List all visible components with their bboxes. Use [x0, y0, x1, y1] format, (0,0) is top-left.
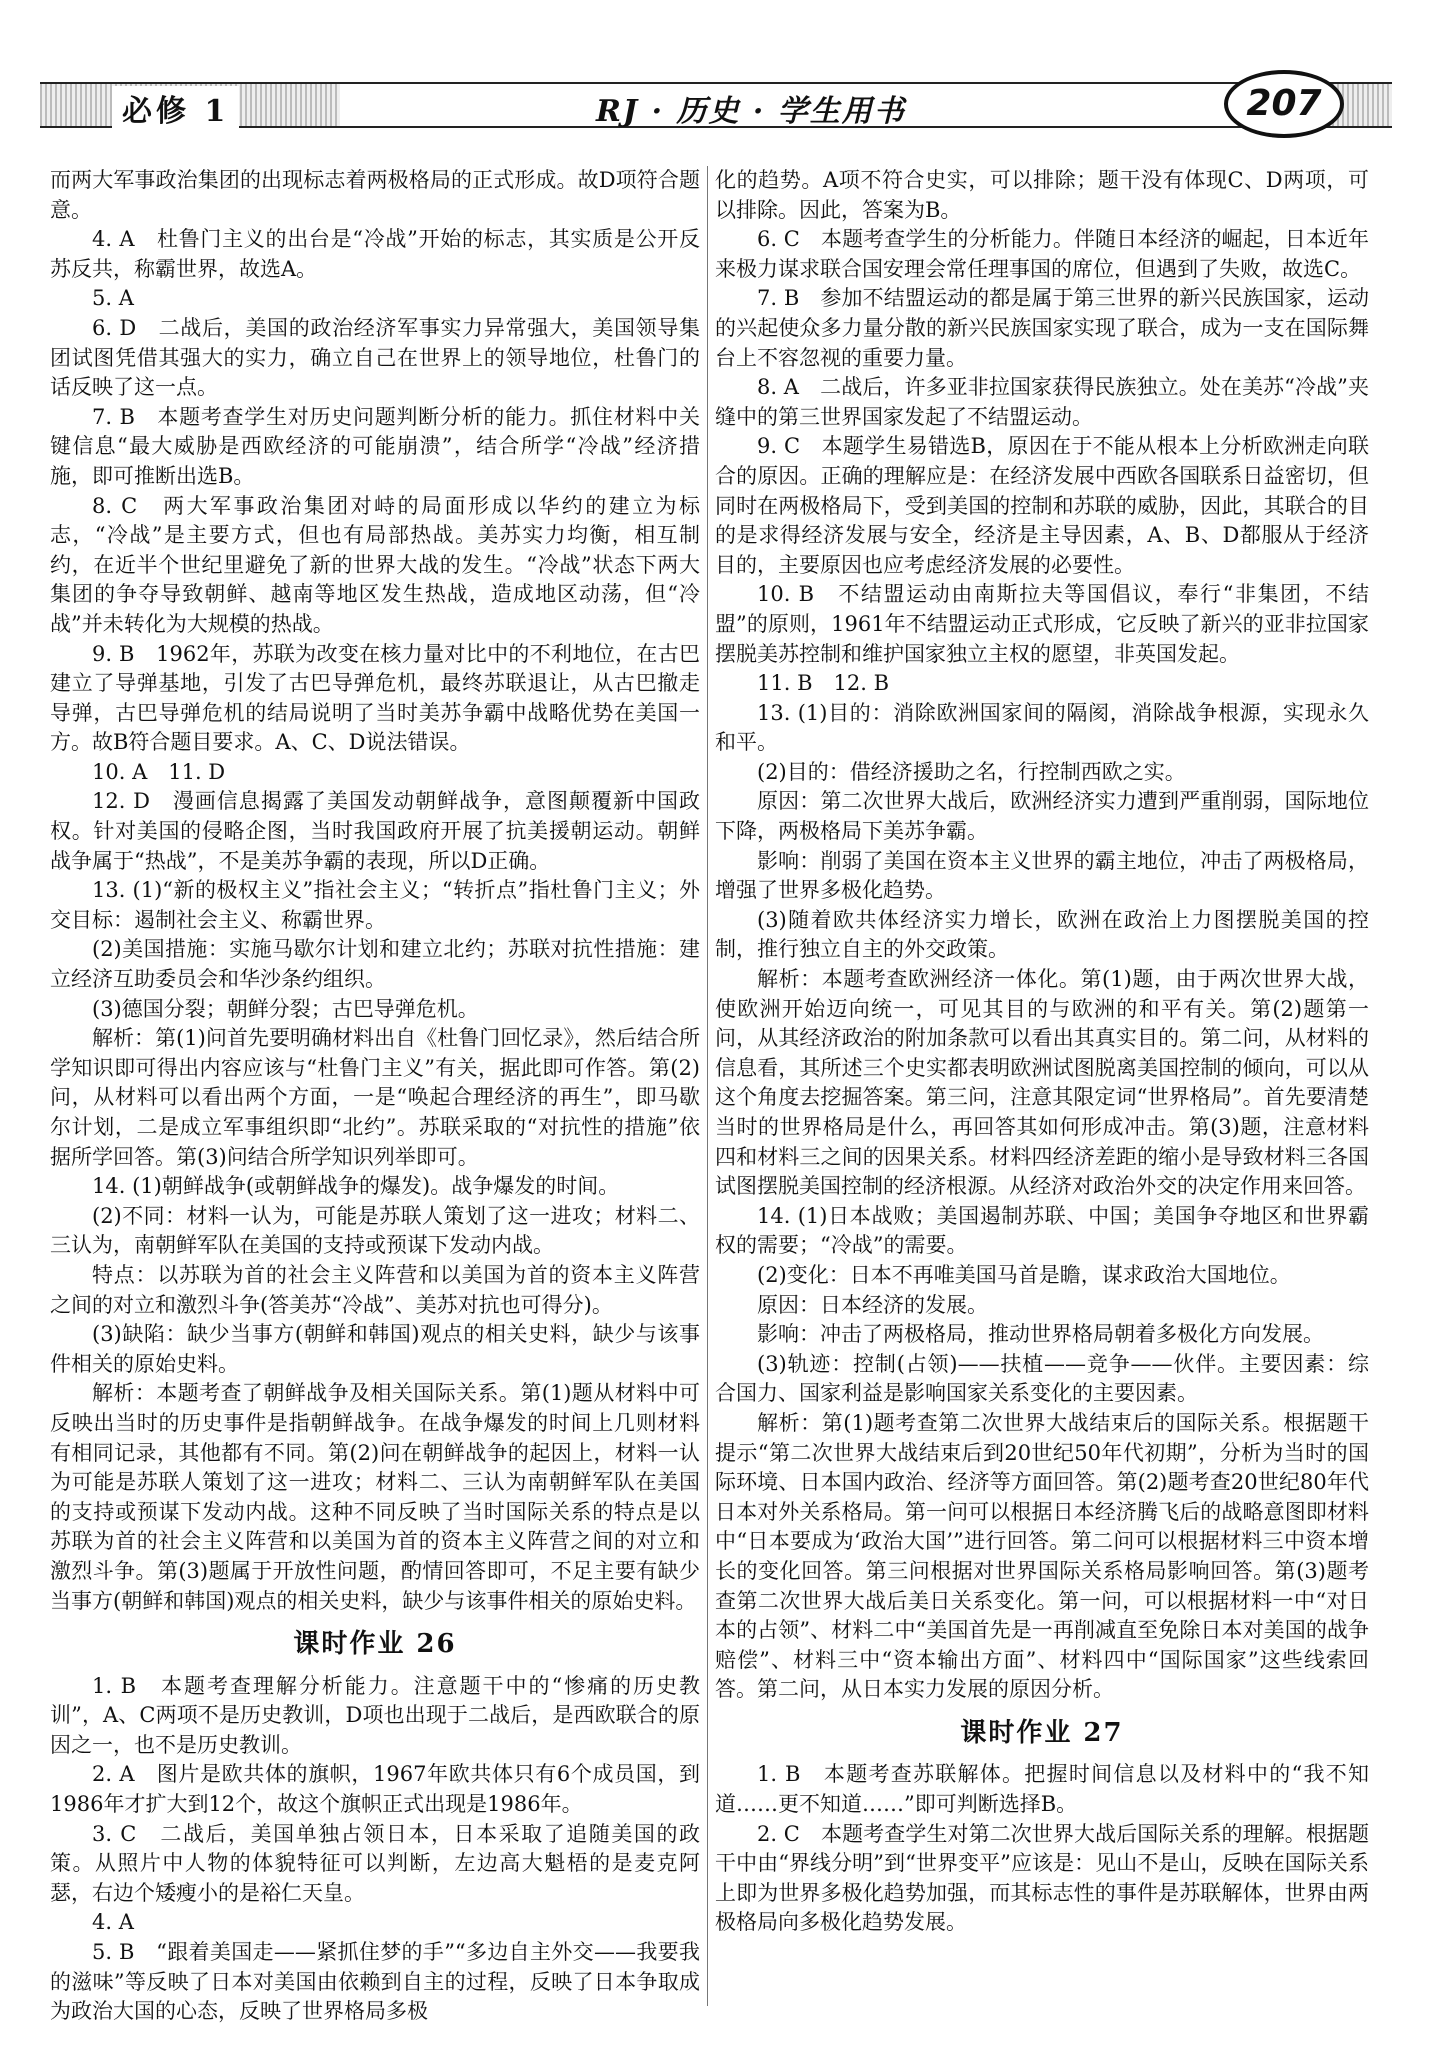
answer-paragraph: 14. (1)朝鲜战争(或朝鲜战争的爆发)。战争爆发的时间。 [92, 1174, 620, 1199]
answer-paragraph: (2)不同：材料一认为，可能是苏联人策划了这一进攻；材料二、三认为，南朝鲜军队在美国的支持或预谋下发动内战。 [50, 1203, 700, 1258]
answer-paragraph: 6. C 本题考查学生的分析能力。伴随日本经济的崛起，日本近年来极力谋求联合国安理会常任理事国的席位，但遇到了失败，故选C。 [715, 227, 1369, 281]
page-header [40, 66, 1392, 138]
answer-paragraph: 1. B 本题考查理解分析能力。注意题干中的“惨痛的历史教训”，A、C两项不是历史教训，D项也出现于二战后，是西欧联合的原因之一，也不是历史教训。 [50, 1673, 700, 1757]
right-column [715, 166, 1369, 1938]
answer-paragraph: 而两大军事政治集团的出现标志着两极格局的正式形成。故D项符合题意。 [50, 168, 700, 222]
answer-paragraph: 原因：第二次世界大战后，欧洲经济实力遭到严重削弱，国际地位下降，两极格局下美苏争霸。 [715, 789, 1369, 844]
answer-paragraph: 影响：冲击了两极格局，推动世界格局朝着多极化方向发展。 [757, 1322, 1324, 1347]
answer-paragraph: 解析：本题考查欧洲经济一体化。第(1)题，由于两次世界大战，使欧洲开始迈向统一，可见其目的与欧洲的和平有关。第(2)题第一问，从其经济政治的附加条款可以看出其真实目的。第二问，从材料的信息看，其所述三个史实都表明欧洲试图脱离美国控制的倾向，可以从这个角度去挖掘答案。第三问，注意其限定词“世界格局”。首先要清楚当时的世界格局是什么，再回答其如何形成冲击。第(3)题，注意材料四和材料三之间的因果关系。材料四经济差距的缩小是导致材料三各国试图摆脱美国控制的经济根源。从经济对政治外交的决定作用来回答。 [715, 967, 1369, 1199]
answer-paragraph: 解析：第(1)题考查第二次世界大战结束后的国际关系。根据题干提示“第二次世界大战结束后到20世纪50年代初期”，分析为当时的国际环境、日本国内政治、经济等方面回答。第(2)题考查20世纪80年代日本对外关系格局。第一问可以根据日本经济腾飞后的战略意图即材料中“日本要成为‘政治大国’”进行回答。第二问可以根据材料三中资本增长的变化回答。第三问根据对世界国际关系格局影响回答。第(3)题考查第二次世界大战后美日关系变化。第一问，可以根据材料一中“对日本的占领”、材料二中“美国首先是一再削减直至免除日本对美国的战争赔偿”、材料三中“资本输出方面”、材料四中“国际国家”这些线索回答。第二问，从日本实力发展的原因分析。 [715, 1410, 1369, 1702]
series-label: 必修 1 [112, 86, 239, 130]
answer-paragraph: 10. A 11. D [92, 759, 226, 784]
answer-paragraph: 9. C 本题学生易错选B，原因在于不能从根本上分析欧洲走向联合的原因。正确的理解应是：在经济发展中西欧各国联系日益密切，但同时在两极格局下，受到美国的控制和苏联的威胁，因此，其联合的目的是求得经济发展与安全，经济是主导因素，A、B、D都服从于经济目的，主要原因也应考虑经济发展的必要性。 [715, 434, 1369, 577]
answer-paragraph: 11. B 12. B [757, 671, 890, 696]
answer-paragraph: 化的趋势。A项不符合史实，可以排除；题干没有体现C、D两项，可以排除。因此，答案为B。 [715, 168, 1369, 222]
answer-paragraph: 2. C 本题考查学生对第二次世界大战后国际关系的理解。根据题干中由“界线分明”到“世界变平”应该是：见山不是山，反映在国际关系上即为世界多极化趋势加强，而其标志性的事件是苏联解体，世界由两极格局向多极化趋势发展。 [715, 1821, 1369, 1935]
answer-paragraph: 1. B 本题考查苏联解体。把握时间信息以及材料中的“我不知道……更不知道……”即可判断选择B。 [715, 1762, 1369, 1817]
answer-paragraph: 7. B 本题考查学生对历史问题判断分析的能力。抓住材料中关键信息“最大威胁是西欧经济的可能崩溃”，结合所学“冷战”经济措施，即可推断出选B。 [50, 404, 700, 488]
answer-paragraph: 解析：本题考查了朝鲜战争及相关国际关系。第(1)题从材料中可反映出当时的历史事件是指朝鲜战争。在战争爆发的时间上几则材料有相同记录，其他都有不同。第(2)问在朝鲜战争的起因上，材料一认为可能是苏联人策划了这一进攻；材料二、三认为南朝鲜军队在美国的支持或预谋下发动内战。这种不同反映了当时国际关系的特点是以苏联为首的社会主义阵营和以美国为首的资本主义阵营之间的对立和激烈斗争。第(3)题属于开放性问题，酌情回答即可，不足主要有缺少当事方(朝鲜和韩国)观点的相关史料，缺少与该事件相关的原始史料。 [50, 1381, 700, 1613]
answer-paragraph: 4. A 杜鲁门主义的出台是“冷战”开始的标志，其实质是公开反苏反共，称霸世界，故选A。 [50, 227, 700, 281]
answer-paragraph: 13. (1)目的：消除欧洲国家间的隔阂，消除战争根源，实现永久和平。 [715, 700, 1369, 755]
answer-paragraph: (3)轨迹：控制(占领)——扶植——竞争——伙伴。主要因素：综合国力、国家利益是影响国家关系变化的主要因素。 [715, 1351, 1369, 1406]
answer-paragraph: 8. A 二战后，许多亚非拉国家获得民族独立。处在美苏“冷战”夹缝中的第三世界国家发起了不结盟运动。 [715, 375, 1369, 429]
answer-paragraph: 14. (1)日本战败；美国遏制苏联、中国；美国争夺地区和世界霸权的需要；“冷战”的需要。 [715, 1203, 1369, 1258]
answer-paragraph: (2)目的：借经济援助之名，行控制西欧之实。 [757, 759, 1186, 784]
answer-paragraph: 6. D 二战后，美国的政治经济军事实力异常强大，美国领导集团试图凭借其强大的实力，确立自己在世界上的领导地位，杜鲁门的话反映了这一点。 [50, 315, 700, 400]
answer-paragraph: 5. B “跟着美国走——紧抓住梦的手”“多边自主外交——我要我的滋味”等反映了日本对美国由依赖到自主的过程，反映了日本争取成为政治大国的心态，反映了世界格局多极 [50, 1940, 700, 2024]
answer-paragraph: (3)德国分裂；朝鲜分裂；古巴导弹危机。 [92, 996, 479, 1021]
answer-paragraph: (3)缺陷：缺少当事方(朝鲜和韩国)观点的相关史料，缺少与该事件相关的原始史料。 [50, 1322, 700, 1376]
page-number: 207 [1224, 70, 1344, 138]
section-heading: 课时作业 26 [293, 1629, 457, 1660]
answer-paragraph: 影响：削弱了美国在资本主义世界的霸主地位，冲击了两极格局，增强了世界多极化趋势。 [715, 848, 1369, 903]
left-column [50, 166, 700, 2027]
answer-paragraph: 原因：日本经济的发展。 [757, 1292, 988, 1317]
answer-paragraph: 4. A [92, 1910, 134, 1935]
answer-paragraph: 特点：以苏联为首的社会主义阵营和以美国为首的资本主义阵营之间的对立和激烈斗争(答美苏“冷战”、美苏对抗也可得分)。 [50, 1262, 700, 1317]
answer-paragraph: 解析：第(1)问首先要明确材料出自《杜鲁门回忆录》，然后结合所学知识即可得出内容应该与“杜鲁门主义”有关，据此即可作答。第(2)问，从材料可以看出两个方面，一是“唤起合理经济的再生”，即马歇尔计划，二是成立军事组织即“北约”。苏联采取的“对抗性的措施”依据所学回答。第(3)问结合所学知识列举即可。 [50, 1026, 700, 1169]
answer-paragraph: 12. D 漫画信息揭露了美国发动朝鲜战争，意图颠覆新中国政权。针对美国的侵略企图，当时我国政府开展了抗美援朝运动。朝鲜战争属于“热战”，不是美苏争霸的表现，所以D正确。 [50, 789, 700, 873]
column-divider [707, 166, 708, 2006]
answer-paragraph: 5. A [92, 286, 134, 311]
answer-paragraph: 2. A 图片是欧共体的旗帜，1967年欧共体只有6个成员国，到1986年才扩大到12个，故这个旗帜正式出现是1986年。 [50, 1762, 700, 1817]
answer-paragraph: 13. (1)“新的极权主义”指社会主义；“转折点”指杜鲁门主义；外交目标：遏制社会主义、称霸世界。 [50, 878, 700, 932]
answer-paragraph: (2)变化：日本不再唯美国马首是瞻，谋求政治大国地位。 [757, 1262, 1291, 1287]
section-heading: 课时作业 27 [960, 1717, 1124, 1748]
answer-paragraph: 3. C 二战后，美国单独占领日本，日本采取了追随美国的政策。从照片中人物的体貌特征可以判断，左边高大魁梧的是麦克阿瑟，右边个矮瘦小的是裕仁天皇。 [50, 1821, 700, 1905]
answer-paragraph: 9. B 1962年，苏联为改变在核力量对比中的不利地位，在古巴建立了导弹基地，引发了古巴导弹危机，最终苏联退让，从古巴撤走导弹，古巴导弹危机的结局说明了当时美苏争霸中战略优势在美国一方。故B符合题目要求。A、C、D说法错误。 [50, 641, 700, 755]
answer-paragraph: 10. B 不结盟运动由南斯拉夫等国倡议，奉行“非集团，不结盟”的原则，1961年不结盟运动正式形成，它反映了新兴的亚非拉国家摆脱美苏控制和维护国家独立主权的愿望，非英国发起。 [715, 582, 1369, 666]
answer-paragraph: 7. B 参加不结盟运动的都是属于第三世界的新兴民族国家，运动的兴起使众多力量分散的新兴民族国家实现了联合，成为一支在国际舞台上不容忽视的重要力量。 [715, 286, 1369, 370]
answer-paragraph: 8. C 两大军事政治集团对峙的局面形成以华约的建立为标志，“冷战”是主要方式，但也有局部热战。美苏实力均衡，相互制约，在近半个世纪里避免了新的世界大战的发生。“冷战”状态下两大集团的争夺导致朝鲜、越南等地区发生热战，造成地区动荡，但“冷战”并未转化为大规模的热战。 [50, 493, 700, 636]
book-title: RJ · 历史 · 学生用书 [596, 94, 906, 129]
answer-paragraph: (3)随着欧共体经济实力增长，欧洲在政治上力图摆脱美国的控制，推行独立自主的外交政策。 [715, 907, 1369, 962]
answer-paragraph: (2)美国措施：实施马歇尔计划和建立北约；苏联对抗性措施：建立经济互助委员会和华沙条约组织。 [50, 937, 700, 992]
